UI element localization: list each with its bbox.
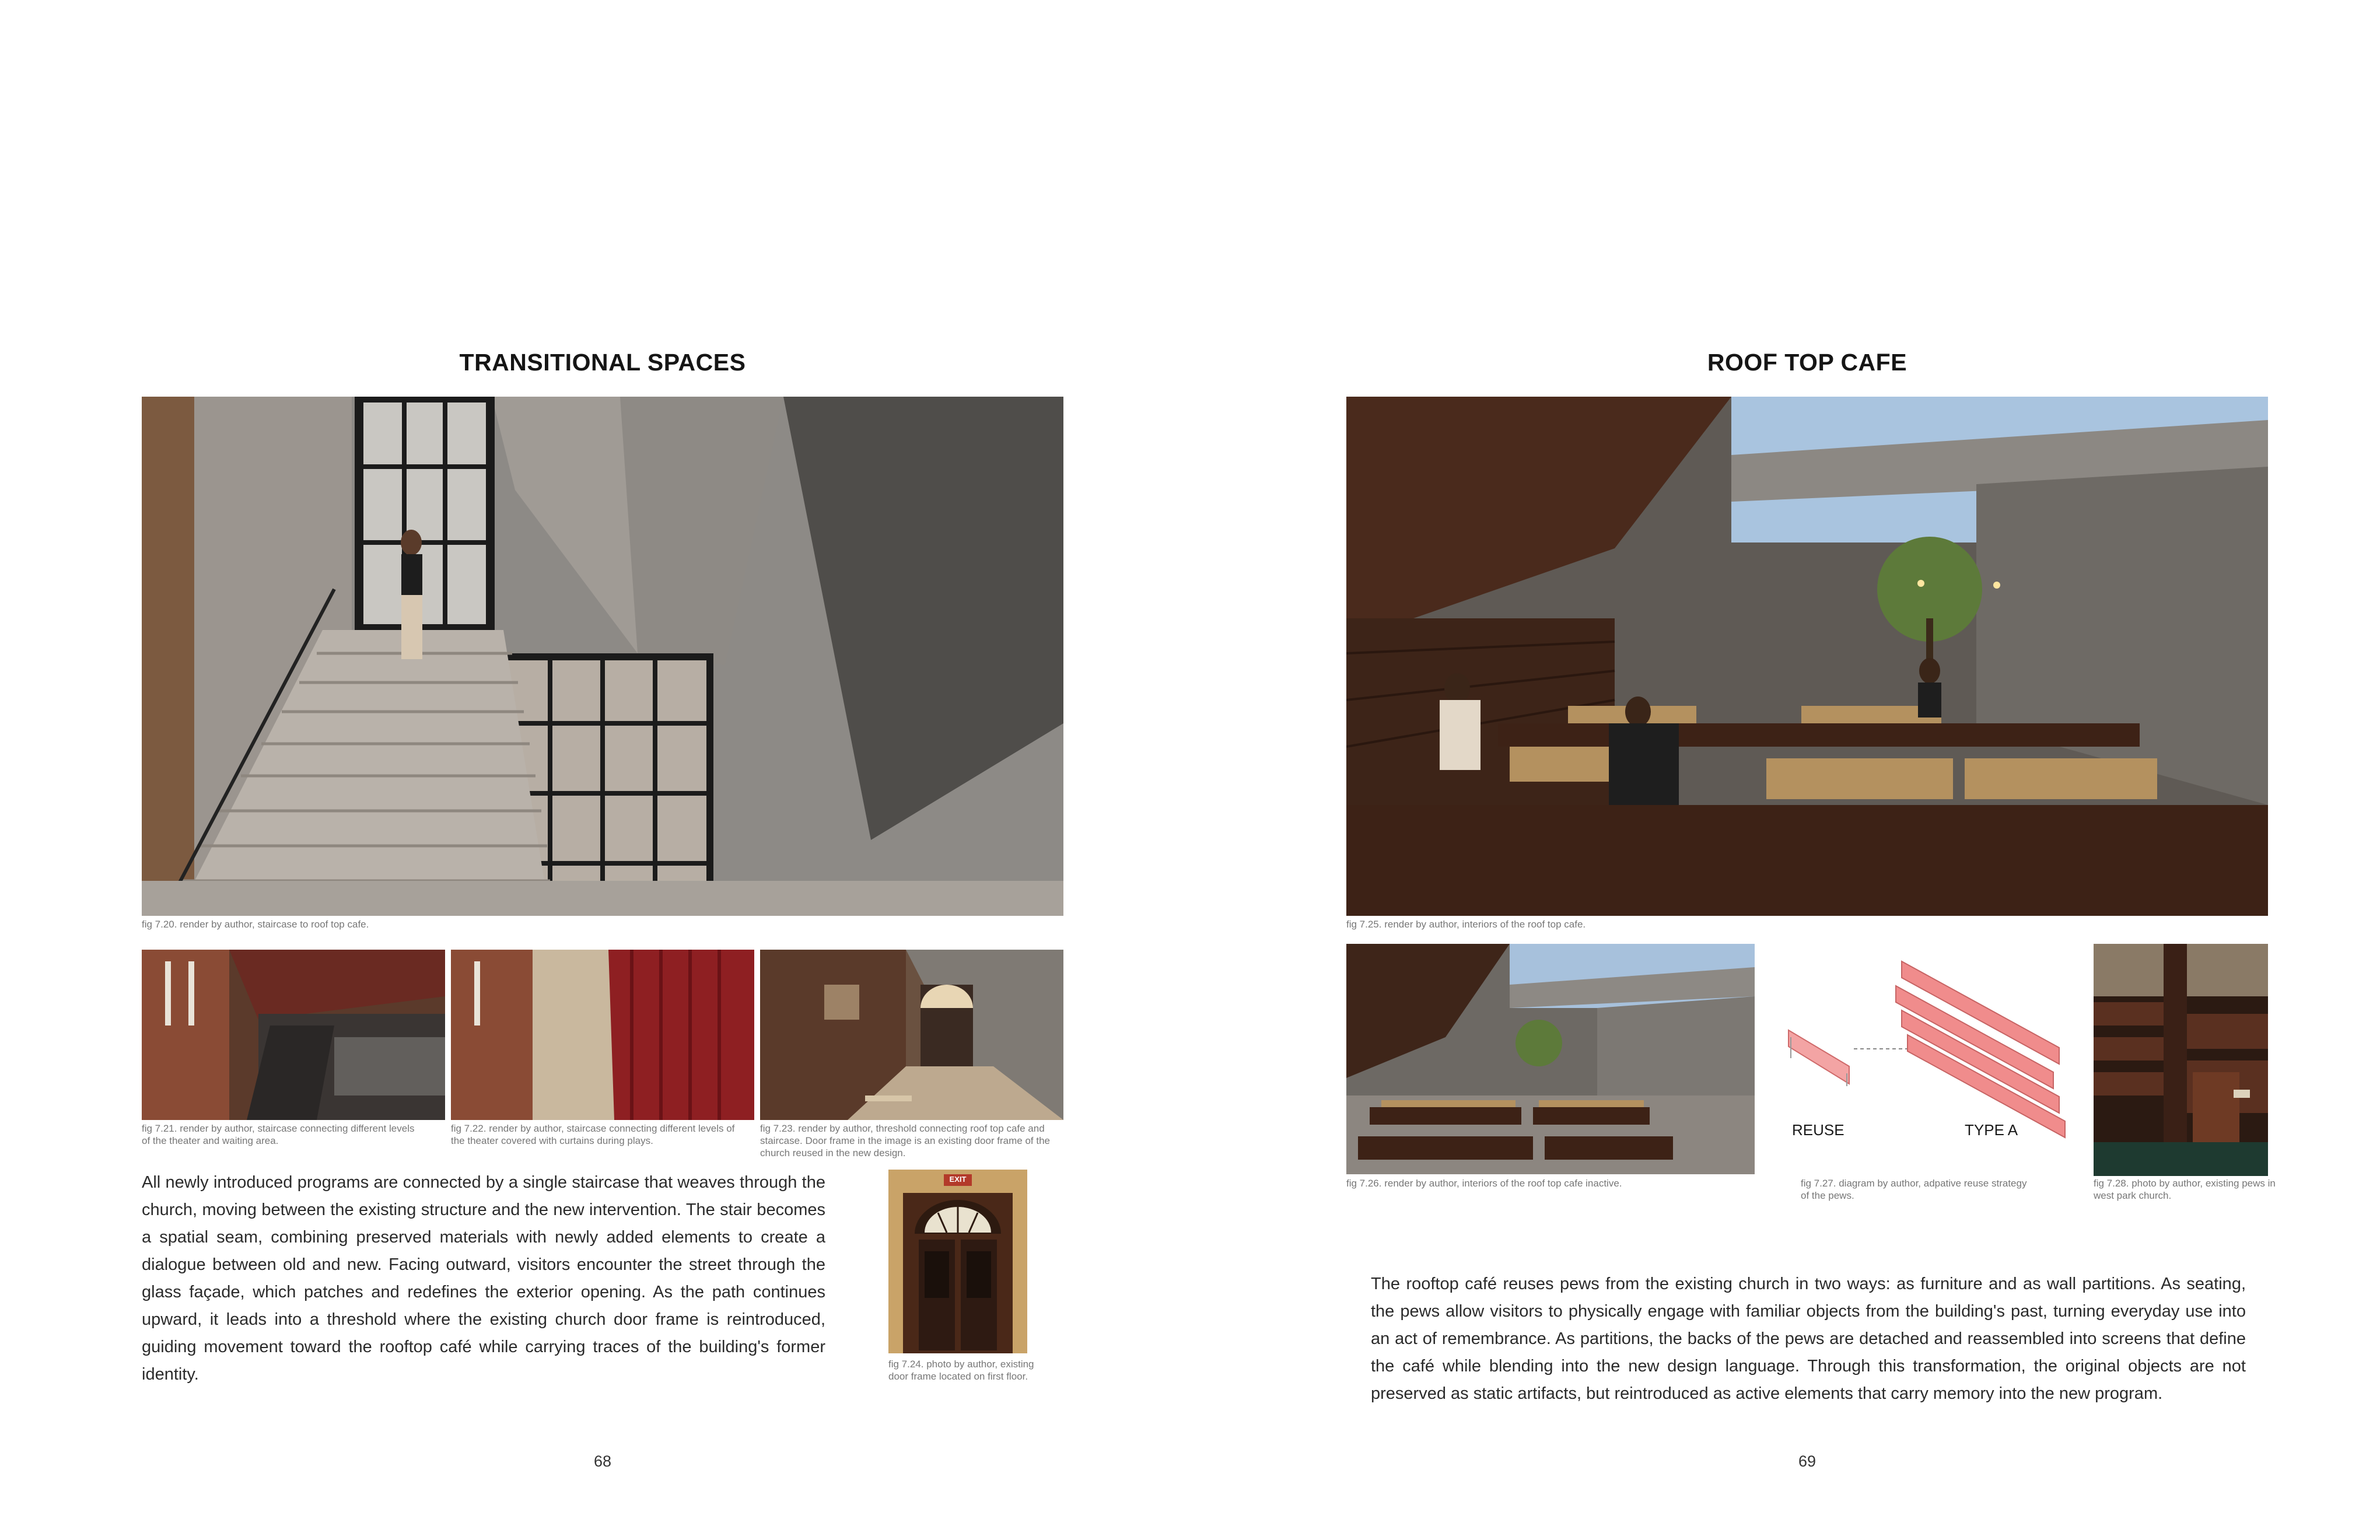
curtain-staircase-caption: fig 7.22. render by author, staircase connecting different levels of the theater covered with curtains during plays.: [451, 1123, 735, 1146]
left-page-number: 68: [593, 1452, 612, 1470]
right-page-number: 69: [1798, 1452, 1817, 1470]
rooftop-cafe-render-image: [1346, 397, 2268, 916]
inactive-cafe-render-image: [1346, 944, 1755, 1174]
threshold-render-image: [760, 950, 1063, 1120]
door-frame-caption: fig 7.24. photo by author, existing door frame located on first floor.: [888, 1359, 1034, 1382]
existing-pews-photo: [2094, 944, 2268, 1176]
exit-sign: EXIT: [949, 1175, 967, 1184]
rooftop-cafe-caption: fig 7.25. render by author, interiors of the roof top cafe.: [1346, 919, 1586, 930]
diagram-reuse-label: REUSE: [1792, 1121, 1845, 1139]
theater-staircase-caption: fig 7.21. render by author, staircase connecting different levels of the theater and waiting area.: [142, 1123, 415, 1146]
theater-staircase-render-image: [142, 950, 445, 1120]
left-page-title: TRANSITIONAL SPACES: [459, 349, 746, 376]
threshold-caption: fig 7.23. render by author, threshold connecting roof top cafe and staircase. Door frame in the image is an existing door frame of the church reused in the new design.: [760, 1123, 1051, 1158]
left-body-text: All newly introduced programs are connected by a single staircase that weaves through the church, moving between the existing structure and the new intervention. The stair becomes a spatial seam, combining preserved materials with newly added elements to create a dialogue between old and new. Facing outward, visitors encounter the street through the glass façade, which patches and redefines the exterior opening. As the path continues upward, it leads into a threshold where the existing church door frame is reintroduced, guiding movement toward the rooftop café while carrying traces of the building's former identity.: [142, 1173, 825, 1384]
pew-diagram-caption: fig 7.27. diagram by author, adpative reuse strategy of the pews.: [1801, 1178, 2027, 1201]
door-frame-photo: [888, 1170, 1027, 1353]
staircase-render-caption: fig 7.20. render by author, staircase to roof top cafe.: [142, 919, 369, 930]
pew-reuse-diagram: [1785, 944, 2077, 1142]
inactive-cafe-caption: fig 7.26. render by author, interiors of the roof top cafe inactive.: [1346, 1178, 1622, 1189]
right-page-title: ROOF TOP CAFE: [1707, 349, 1908, 376]
staircase-render-image: [142, 397, 1063, 916]
right-body-text: The rooftop café reuses pews from the existing church in two ways: as furniture and as wall partitions. As seating, the pews allow visitors to physically engage with familiar objects from the building's past, turning everyday use into an act of remembrance. As partitions, the backs of the pews are detached and reassembled into screens that define the café while blending into the new design language. Through this transformation, the original objects are not preserved as static artifacts, but reintroduced as active elements that carry memory into the new program.: [1371, 1275, 2246, 1403]
curtain-staircase-render-image: [451, 950, 754, 1120]
diagram-type-a-label: TYPE A: [1965, 1121, 2018, 1139]
existing-pews-caption: fig 7.28. photo by author, existing pews in west park church.: [2094, 1178, 2276, 1201]
